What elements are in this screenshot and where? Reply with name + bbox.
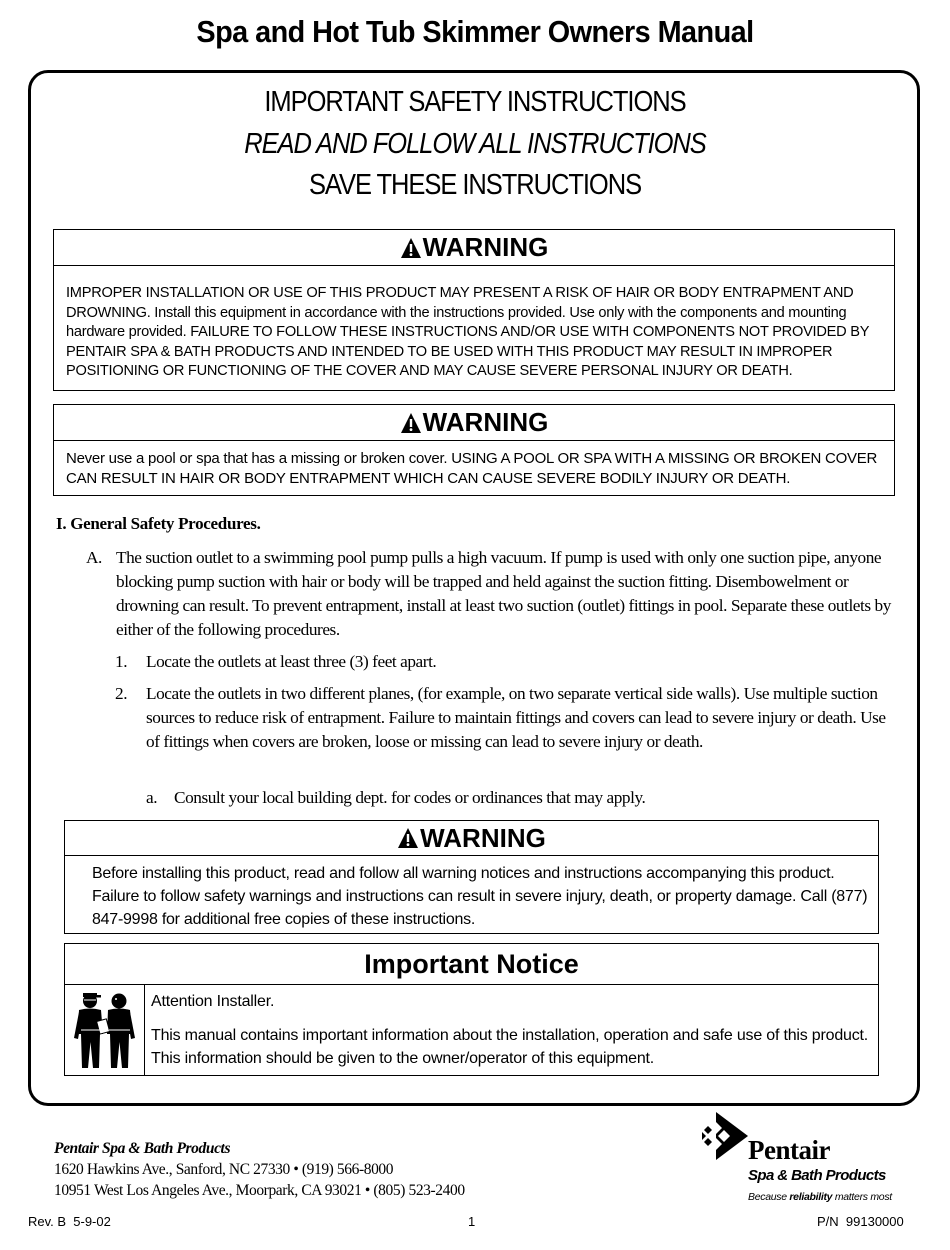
important-notice-box bbox=[64, 943, 879, 1076]
warning-text: Never use a pool or spa that has a missing or broken cover. USING A POOL OR SPA WITH A MISSING OR BROKEN COVER CAN RESULT IN HAIR OR BODY ENTRAPMENT WHICH CAN CAUSE SEVERE BODILY INJURY OR DEATH. bbox=[66, 450, 878, 487]
safety-heading-read-follow: READ AND FOLLOW ALL INSTRUCTIONS bbox=[244, 128, 706, 160]
tagline-suffix: matters most bbox=[832, 1191, 892, 1203]
company-address-block bbox=[54, 1138, 465, 1201]
notice-icon-cell bbox=[65, 985, 145, 1075]
page-number: 1 bbox=[468, 1214, 476, 1229]
warning-header bbox=[54, 405, 894, 441]
notice-body: This manual contains important information about the installation, operation and safe use of this product. This information should be given to the owner/operator of this equipment. bbox=[151, 1027, 869, 1067]
warning-header bbox=[65, 821, 878, 856]
procedure-item-1 bbox=[115, 650, 896, 674]
procedure-item-A bbox=[86, 546, 896, 642]
logo-wordmark: Pentair bbox=[748, 1135, 830, 1165]
logo-subtitle: Spa & Bath Products bbox=[748, 1167, 886, 1184]
warning-heading: WARNING bbox=[422, 232, 549, 262]
notice-text bbox=[151, 990, 871, 1070]
warning-box-read-instructions bbox=[64, 820, 879, 934]
tagline-prefix: Because bbox=[748, 1191, 790, 1203]
address-sanford: 1620 Hawkins Ave., Sanford, NC 27330 • (919) 566-8000 bbox=[54, 1161, 394, 1178]
procedure-item-a bbox=[146, 786, 894, 810]
document-title: Spa and Hot Tub Skimmer Owners Manual bbox=[196, 14, 754, 49]
installers-icon bbox=[71, 990, 139, 1070]
item-marker: a. bbox=[146, 788, 158, 807]
address-moorpark: 10951 West Los Angeles Ave., Moorpark, CA 93021 • (805) 523-2400 bbox=[54, 1182, 465, 1199]
notice-attention: Attention Installer. bbox=[151, 993, 275, 1010]
item-marker: 1. bbox=[115, 652, 128, 671]
item-marker: A. bbox=[86, 548, 102, 567]
notice-header: Important Notice bbox=[65, 944, 878, 985]
procedure-item-2 bbox=[115, 682, 896, 754]
safety-heading-save: SAVE THESE INSTRUCTIONS bbox=[308, 169, 642, 201]
section-title-general-safety: I. General Safety Procedures. bbox=[56, 514, 261, 533]
warning-triangle-icon bbox=[400, 237, 422, 259]
item-text: Locate the outlets in two different planes, (for example, on two separate vertical side walls). Use multiple suction sources to reduce risk of entrapment. Failure to maintain fittings and covers can lead to severe injury or death. Use of fittings when covers are broken, loose or missing can lead to severe injury or death. bbox=[146, 684, 886, 751]
safety-heading-important: IMPORTANT SAFETY INSTRUCTIONS bbox=[264, 86, 686, 118]
warning-text: Before installing this product, read and follow all warning notices and instructions accompanying this product. Failure to follow safety warnings and instructions can result in severe injury, death, or property damage. Call (877) 847-9998 for additional free copies of these instructions. bbox=[92, 865, 868, 928]
item-text: Locate the outlets at least three (3) feet apart. bbox=[146, 652, 437, 671]
warning-box-entrapment bbox=[53, 229, 895, 391]
warning-text: IMPROPER INSTALLATION OR USE OF THIS PRODUCT MAY PRESENT A RISK OF HAIR OR BODY ENTRAPMENT AND DROWNING. Install this equipment in accordance with the instructions provided. Use only with the components and mounting hardware provided. FAILURE TO FOLLOW THESE INSTRUCTIONS AND/OR USE WITH COMPONENTS NOT PROVIDED BY PENTAIR SPA & BATH PRODUCTS AND INTENDED TO BE USED WITH THIS PRODUCT MAY RESULT IN IMPROPER POSITIONING OR FUNCTIONING OF THE COVER AND MAY CAUSE SEVERE PERSONAL INJURY OR DEATH. bbox=[66, 285, 869, 379]
warning-heading: WARNING bbox=[420, 822, 546, 853]
item-marker: 2. bbox=[115, 684, 128, 703]
company-name: Pentair Spa & Bath Products bbox=[54, 1140, 231, 1157]
warning-header bbox=[54, 230, 894, 266]
item-text: The suction outlet to a swimming pool pump pulls a high vacuum. If pump is used with only one suction pipe, anyone blocking pump suction with hair or body will be trapped and held against the suction fitting. Disembowelment or drowning can result. To prevent entrapment, install at least two suction (outlet) fittings in pool. Separate these outlets by either of the following procedures. bbox=[116, 548, 891, 639]
warning-box-broken-cover bbox=[53, 404, 895, 496]
tagline-bold: reliability bbox=[789, 1191, 833, 1203]
warning-triangle-icon bbox=[397, 827, 419, 849]
warning-triangle-icon bbox=[400, 412, 422, 434]
pentair-diamond-icon bbox=[702, 1112, 750, 1162]
logo-tagline bbox=[748, 1191, 892, 1203]
revision-label: Rev. B 5-9-02 bbox=[28, 1214, 111, 1229]
warning-heading: WARNING bbox=[422, 407, 549, 437]
part-number: P/N 99130000 bbox=[817, 1214, 904, 1229]
pentair-logo bbox=[700, 1112, 910, 1212]
item-text: Consult your local building dept. for codes or ordinances that may apply. bbox=[174, 788, 646, 807]
